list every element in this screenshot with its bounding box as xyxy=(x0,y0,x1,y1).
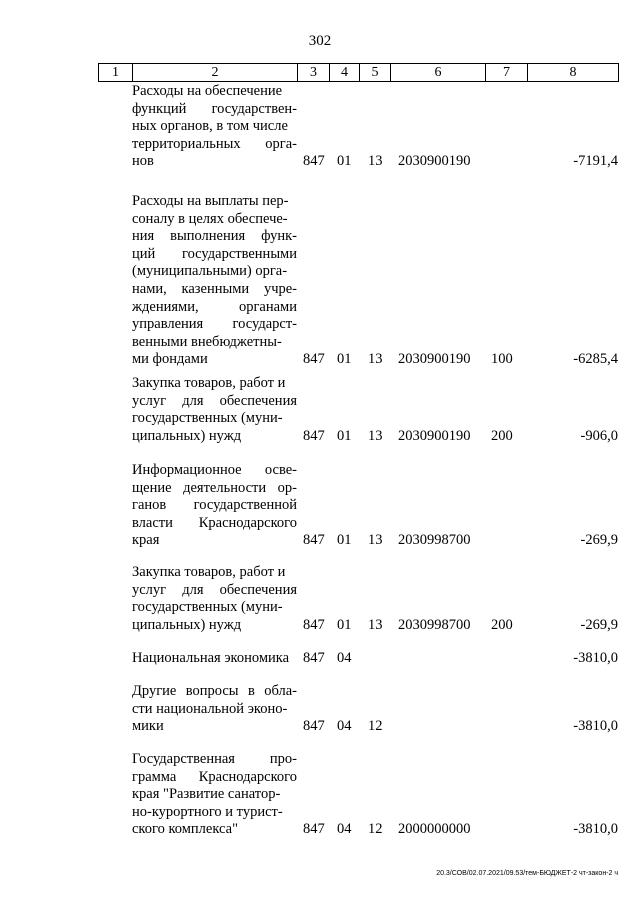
row-description xyxy=(132,193,297,369)
description-line: Расходы на обеспечение xyxy=(132,83,283,99)
row-description xyxy=(132,83,297,171)
description-line: соналу в целях обеспече- xyxy=(132,210,288,227)
cell-expense-type: 100 xyxy=(491,351,513,368)
description-line: нов xyxy=(132,153,154,170)
header-col-3: 3 xyxy=(310,65,317,80)
description-line: ций государственными xyxy=(132,245,297,262)
description-line: Информационное осве- xyxy=(132,462,297,478)
row-description xyxy=(132,462,297,550)
description-line: ми фондами xyxy=(132,351,208,368)
cell-section: 04 xyxy=(337,718,352,735)
cell-admin-code: 847 xyxy=(303,153,325,170)
cell-section: 01 xyxy=(337,532,352,549)
description-line: территориальных орга- xyxy=(132,135,297,152)
footer-code: 20.3/СОВ/02.07.2021/09.53/тем-БЮДЖЕТ-2 чт-закон-2 ч xyxy=(436,870,618,877)
description-line: ных органов, в том числе xyxy=(132,118,288,135)
cell-section: 01 xyxy=(337,351,352,368)
cell-amount: -7191,4 xyxy=(573,153,618,170)
description-line: власти Краснодарского xyxy=(132,514,297,531)
description-line: нами, казенными учре- xyxy=(132,280,297,297)
description-line: ципальных) нужд xyxy=(132,427,242,444)
cell-target-article: 2030998700 xyxy=(398,616,471,633)
description-line: Расходы на выплаты пер- xyxy=(132,193,289,209)
description-line: (муниципальными) орга- xyxy=(132,263,288,280)
description-line: мики xyxy=(132,718,164,735)
description-line: края xyxy=(132,532,160,549)
description-line: ния выполнения функ- xyxy=(132,228,297,245)
cell-admin-code: 847 xyxy=(303,650,325,666)
header-col-1: 1 xyxy=(112,65,119,80)
description-line: Другие вопросы в обла- xyxy=(132,683,297,699)
row-description xyxy=(132,650,297,668)
cell-amount: -269,9 xyxy=(580,532,618,549)
cell-target-article: 2030900190 xyxy=(398,427,471,444)
description-line: щение деятельности ор- xyxy=(132,479,297,496)
cell-admin-code: 847 xyxy=(303,427,325,444)
description-line: венными внебюджетны- xyxy=(132,333,282,350)
header-col-6: 6 xyxy=(434,65,442,80)
table-header xyxy=(98,63,619,82)
cell-section: 01 xyxy=(337,427,352,444)
cell-section: 01 xyxy=(337,153,352,170)
cell-target-article: 2030998700 xyxy=(398,532,471,549)
description-line: государственных (муни- xyxy=(132,410,283,427)
cell-subsection: 13 xyxy=(368,351,383,368)
cell-amount: -906,0 xyxy=(580,427,618,444)
cell-expense-type: 200 xyxy=(491,616,513,633)
page-number: 302 xyxy=(308,33,332,49)
row-description xyxy=(132,751,297,839)
cell-section: 01 xyxy=(337,616,352,633)
header-col-8: 8 xyxy=(569,65,577,80)
cell-subsection: 12 xyxy=(368,718,383,735)
description-line: ципальных) нужд xyxy=(132,616,242,633)
description-line: Закупка товаров, работ и xyxy=(132,375,286,391)
cell-admin-code: 847 xyxy=(303,616,325,633)
description-line: края "Развитие санатор- xyxy=(132,786,281,803)
description-line: ждениями, органами xyxy=(132,298,297,315)
cell-target-article: 2000000000 xyxy=(398,821,471,838)
cell-amount: -3810,0 xyxy=(573,821,618,838)
cell-target-article: 2030900190 xyxy=(398,153,471,170)
cell-admin-code: 847 xyxy=(303,821,325,838)
cell-target-article: 2030900190 xyxy=(398,351,471,368)
cell-subsection: 13 xyxy=(368,153,383,170)
header-col-5: 5 xyxy=(371,65,379,80)
description-line: ганов государственной xyxy=(132,497,297,514)
description-line: Закупка товаров, работ и xyxy=(132,564,286,580)
cell-admin-code: 847 xyxy=(303,532,325,549)
cell-subsection: 13 xyxy=(368,616,383,633)
description-line: услуг для обеспечения xyxy=(132,392,297,409)
header-col-2: 2 xyxy=(211,65,219,80)
cell-admin-code: 847 xyxy=(303,718,325,735)
row-description xyxy=(132,375,297,445)
header-col-7: 7 xyxy=(503,65,510,80)
description-line: услуг для обеспечения xyxy=(132,581,297,598)
cell-subsection: 12 xyxy=(368,821,383,838)
description-line: сти национальной эконо- xyxy=(132,700,288,717)
cell-subsection: 13 xyxy=(368,427,383,444)
description-line: функций государствен- xyxy=(132,100,297,117)
cell-section: 04 xyxy=(337,821,352,838)
row-description xyxy=(132,683,297,736)
description-line: грамма Краснодарского xyxy=(132,768,297,785)
cell-expense-type: 200 xyxy=(491,427,513,444)
cell-admin-code: 847 xyxy=(303,351,325,368)
description-line: Национальная экономика xyxy=(132,650,290,666)
cell-amount: -6285,4 xyxy=(573,351,618,368)
description-line: управления государст- xyxy=(132,316,297,333)
cell-subsection: 13 xyxy=(368,532,383,549)
description-line: но-курортного и турист- xyxy=(132,803,283,820)
row-description xyxy=(132,564,297,634)
cell-amount: -3810,0 xyxy=(573,650,618,666)
description-line: Государственная про- xyxy=(132,751,297,767)
cell-amount: -269,9 xyxy=(580,616,618,633)
cell-section: 04 xyxy=(337,650,352,666)
description-line: государственных (муни- xyxy=(132,599,283,616)
header-col-4: 4 xyxy=(341,65,348,80)
cell-amount: -3810,0 xyxy=(573,718,618,735)
description-line: ского комплекса" xyxy=(132,821,238,838)
